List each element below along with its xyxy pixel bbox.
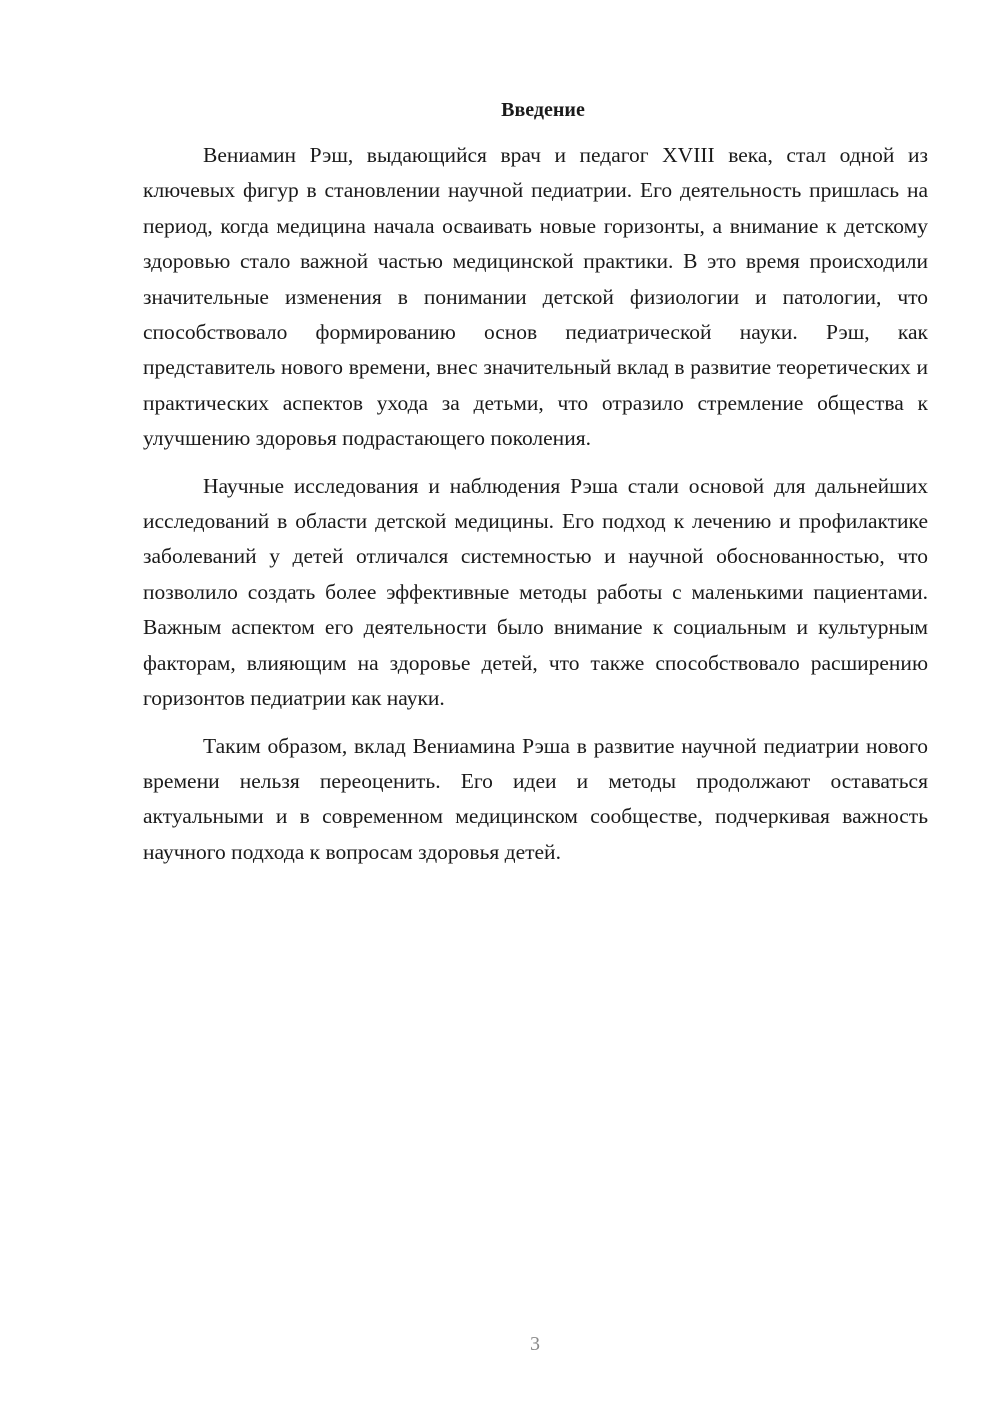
- paragraph-1: Вениамин Рэш, выдающийся врач и педагог XVIII века, стал одной из ключевых фигур в становлении научной педиатрии. Его деятельность пришлась на период, когда медицина начала осваивать новые горизонты, а внимание к детскому здоровью стало важной частью медицинской практики. В это время происходили значительные изменения в понимании детской физиологии и патологии, что способствовало формированию основ педиатрической науки. Рэш, как представитель нового времени, внес значительный вклад в развитие теоретических и практических аспектов ухода за детьми, что отразило стремление общества к улучшению здоровья подрастающего поколения.: [143, 143, 928, 451]
- paragraph-2: Научные исследования и наблюдения Рэша стали основой для дальнейших исследований в области детской медицины. Его подход к лечению и профилактике заболеваний у детей отличался системностью и научной обоснованностью, что позволило создать более эффективные методы работы с маленькими пациентами. Важным аспектом его деятельности было внимание к социальным и культурным факторам, влияющим на здоровье детей, что также способствовало расширению горизонтов педиатрии как науки.: [143, 473, 928, 711]
- paragraph-3: Таким образом, вклад Вениамина Рэша в развитие научной педиатрии нового времени нельзя переоценить. Его идеи и методы продолжают оставаться актуальными и в современном медицинском сообществе, подчеркивая важность научного подхода к вопросам здоровья детей.: [143, 733, 928, 864]
- section-heading: Введение: [501, 99, 585, 121]
- page-number: 3: [530, 1333, 540, 1355]
- page-content: [143, 93, 928, 882]
